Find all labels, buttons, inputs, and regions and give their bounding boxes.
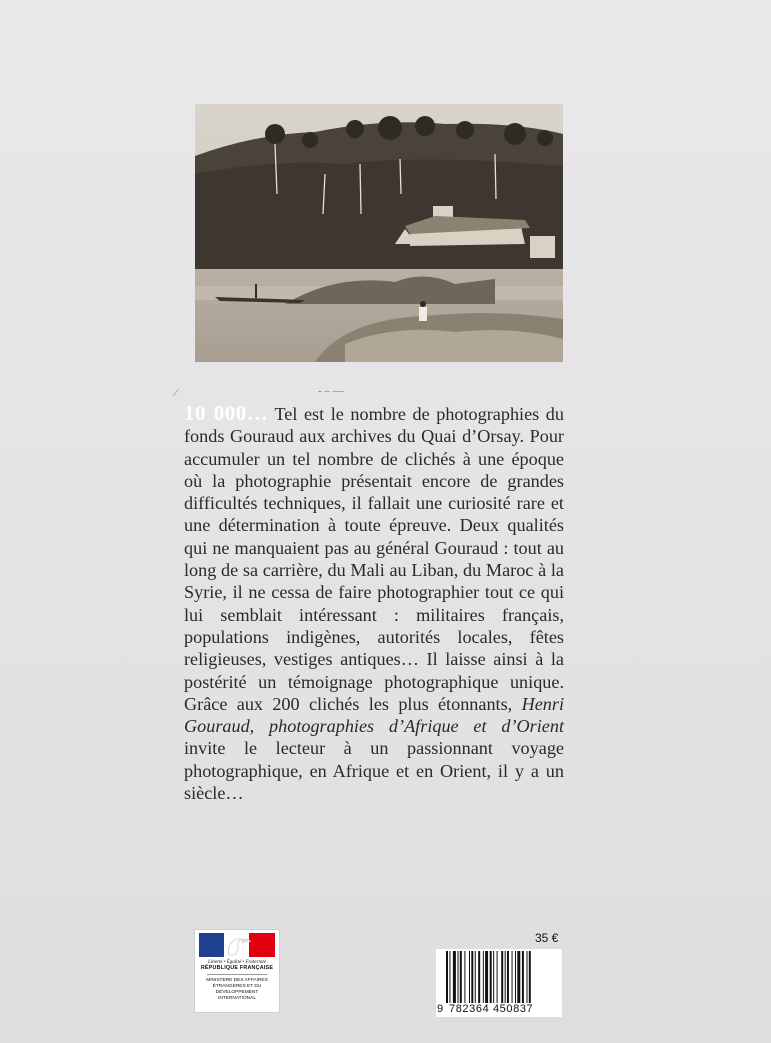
price-label: 35 € — [535, 931, 559, 945]
barcode-bar — [453, 951, 456, 1003]
barcode-bar — [529, 951, 531, 1003]
barcode-bar — [515, 951, 516, 1003]
barcode-bar — [469, 951, 470, 1003]
republic-motto: Liberté • Égalité • Fraternité — [208, 960, 266, 965]
barcode-first-digit: 9 — [437, 1003, 444, 1015]
blurb-text-part1: Tel est le nombre de photographies du fonds Gouraud aux archives du Quai d’Orsay. Pour accumuler un tel nombre de clichés à une époque où la photographie présentait encore de grandes difficultés techniques, il fallait une curiosité rare et une détermination à toute épreuve. Deux qualités qui ne manquaient pas au général Gouraud : tout au long de sa carrière, du Mali au Liban, du Maroc à la Syrie, il ne cessa de faire photographier tout ce qui lui semblait intéressant : militaires français, populations indigènes, autorités locales, fêtes religieuses, vestiges antiques… Il laisse ainsi à la postérité un témoignage photographique unique. Grâce aux 200 clichés les plus étonnants, — [184, 404, 564, 714]
barcode-bar — [490, 951, 492, 1003]
barcode-bar — [517, 951, 520, 1003]
landscape-photo-icon — [195, 104, 563, 362]
isbn-barcode — [436, 949, 562, 1017]
blurb-paragraph — [184, 402, 564, 804]
barcode-bar — [497, 951, 498, 1003]
ministry-name: MINISTÈRE DES AFFAIRES ÉTRANGÈRES ET DU DÉVELOPPEMENT INTERNATIONAL — [206, 978, 268, 1001]
barcode-bar — [505, 951, 506, 1003]
barcode-bar — [483, 951, 484, 1003]
back-cover-blurb — [184, 402, 564, 804]
book-title: Henri Gouraud, photographies d’Afrique et d’Orient — [184, 693, 564, 737]
scuff-mark: ⁄ — [175, 387, 177, 399]
barcode-bar — [458, 951, 459, 1003]
barcode-bar — [478, 951, 480, 1003]
scuff-mark: - ‒ — — [318, 385, 344, 397]
barcode-bar — [522, 951, 524, 1003]
barcode-digits: 782364 450837 — [449, 1003, 534, 1015]
barcode-bar — [493, 951, 494, 1003]
barcode-bar — [449, 951, 450, 1003]
barcode-bar — [475, 951, 476, 1003]
republique-francaise-logo — [194, 929, 280, 1013]
marianne-icon — [221, 933, 253, 957]
barcode-bar — [471, 951, 473, 1003]
blurb-lead-number: 10 000… — [184, 401, 269, 425]
barcode-bars — [446, 951, 554, 1003]
barcode-bar — [512, 951, 513, 1003]
barcode-bar — [507, 951, 509, 1003]
barcode-bar — [464, 951, 465, 1003]
republic-name: RÉPUBLIQUE FRANÇAISE — [200, 965, 274, 971]
tricolor-flag-icon — [199, 933, 275, 957]
divider — [207, 974, 267, 975]
barcode-bar — [501, 951, 503, 1003]
blurb-text-part2: invite le lecteur à un passionnant voyage photographique, en Afrique et en Orient, il y a un siècle… — [184, 738, 564, 804]
barcode-bar — [527, 951, 528, 1003]
barcode-bar — [446, 951, 448, 1003]
barcode-bar — [485, 951, 488, 1003]
barcode-bar — [460, 951, 462, 1003]
archive-photograph — [195, 104, 563, 362]
